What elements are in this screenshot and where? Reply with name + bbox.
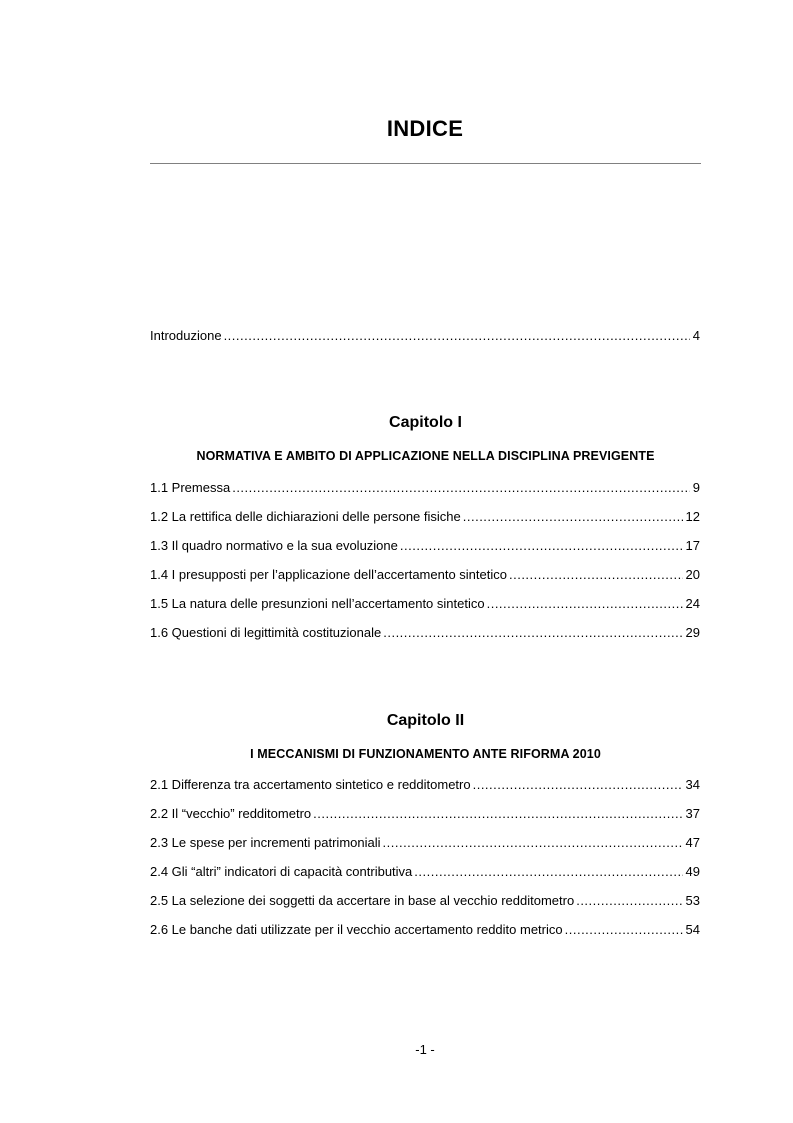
toc-entry-label: 1.1 Premessa: [150, 480, 231, 495]
toc-entry-label: 1.5 La natura delle presunzioni nell’accertamento sintetico: [150, 596, 485, 611]
toc-entry-label: 2.2 Il “vecchio” redditometro: [150, 806, 312, 821]
toc-leader-dots: [383, 623, 682, 643]
toc-entry[interactable]: [150, 862, 700, 882]
toc-entry-page: 53: [685, 893, 700, 908]
chapter-2-heading: Capitolo II: [386, 712, 465, 729]
toc-leader-dots: [224, 326, 690, 346]
toc-entry-page: 4: [692, 328, 700, 343]
toc-leader-dots: [383, 833, 683, 853]
toc-entry[interactable]: [150, 891, 700, 911]
toc-entry[interactable]: [150, 565, 700, 585]
title-divider: [150, 163, 701, 164]
toc-entry[interactable]: [150, 478, 700, 498]
page-number: -1 -: [415, 1042, 435, 1057]
toc-leader-dots: [565, 920, 683, 940]
toc-entry-page: 12: [685, 509, 700, 524]
toc-entry-page: 34: [685, 777, 700, 792]
toc-entry-page: 20: [685, 567, 700, 582]
toc-entry-label: Introduzione: [150, 328, 222, 343]
toc-leader-dots: [414, 862, 682, 882]
toc-leader-dots: [473, 775, 683, 795]
toc-entry-page: 37: [685, 806, 700, 821]
toc-entry-page: 49: [685, 864, 700, 879]
toc-entry[interactable]: [150, 536, 700, 556]
toc-entry[interactable]: [150, 775, 700, 795]
chapter-1-subtitle: NORMATIVA E AMBITO DI APPLICAZIONE NELLA DISCIPLINA PREVIGENTE: [196, 449, 655, 463]
toc-entry[interactable]: [150, 804, 700, 824]
toc-entry-label: 1.4 I presupposti per l’applicazione dell’accertamento sintetico: [150, 567, 507, 582]
toc-entry-label: 1.6 Questioni di legittimità costituzionale: [150, 625, 382, 640]
toc-leader-dots: [232, 478, 690, 498]
toc-entry-label: 2.6 Le banche dati utilizzate per il vecchio accertamento reddito metrico: [150, 922, 563, 937]
toc-entry-introduction[interactable]: [150, 326, 700, 346]
toc-entry-label: 2.5 La selezione dei soggetti da accertare in base al vecchio redditometro: [150, 893, 575, 908]
toc-leader-dots: [313, 804, 682, 824]
toc-entry[interactable]: [150, 507, 700, 527]
toc-entry-page: 17: [685, 538, 700, 553]
toc-leader-dots: [463, 507, 683, 527]
toc-entry-label: 2.1 Differenza tra accertamento sintetico e redditometro: [150, 777, 471, 792]
toc-entry-label: 2.3 Le spese per incrementi patrimoniali: [150, 835, 381, 850]
toc-entry[interactable]: [150, 623, 700, 643]
toc-entry-page: 24: [685, 596, 700, 611]
toc-entry-label: 1.3 Il quadro normativo e la sua evoluzione: [150, 538, 398, 553]
toc-leader-dots: [487, 594, 683, 614]
toc-leader-dots: [400, 536, 683, 556]
toc-leader-dots: [576, 891, 682, 911]
toc-entry-label: 2.4 Gli “altri” indicatori di capacità contributiva: [150, 864, 413, 879]
toc-entry-label: 1.2 La rettifica delle dichiarazioni delle persone fisiche: [150, 509, 461, 524]
toc-entry[interactable]: [150, 594, 700, 614]
toc-entry-page: 54: [685, 922, 700, 937]
toc-entry-page: 47: [685, 835, 700, 850]
chapter-1-heading: Capitolo I: [389, 414, 462, 431]
toc-leader-dots: [509, 565, 683, 585]
page-title: INDICE: [386, 116, 464, 141]
chapter-2-subtitle: I MECCANISMI DI FUNZIONAMENTO ANTE RIFORMA 2010: [250, 747, 601, 761]
toc-entry-page: 9: [692, 480, 700, 495]
toc-entry[interactable]: [150, 920, 700, 940]
toc-entry[interactable]: [150, 833, 700, 853]
toc-entry-page: 29: [685, 625, 700, 640]
